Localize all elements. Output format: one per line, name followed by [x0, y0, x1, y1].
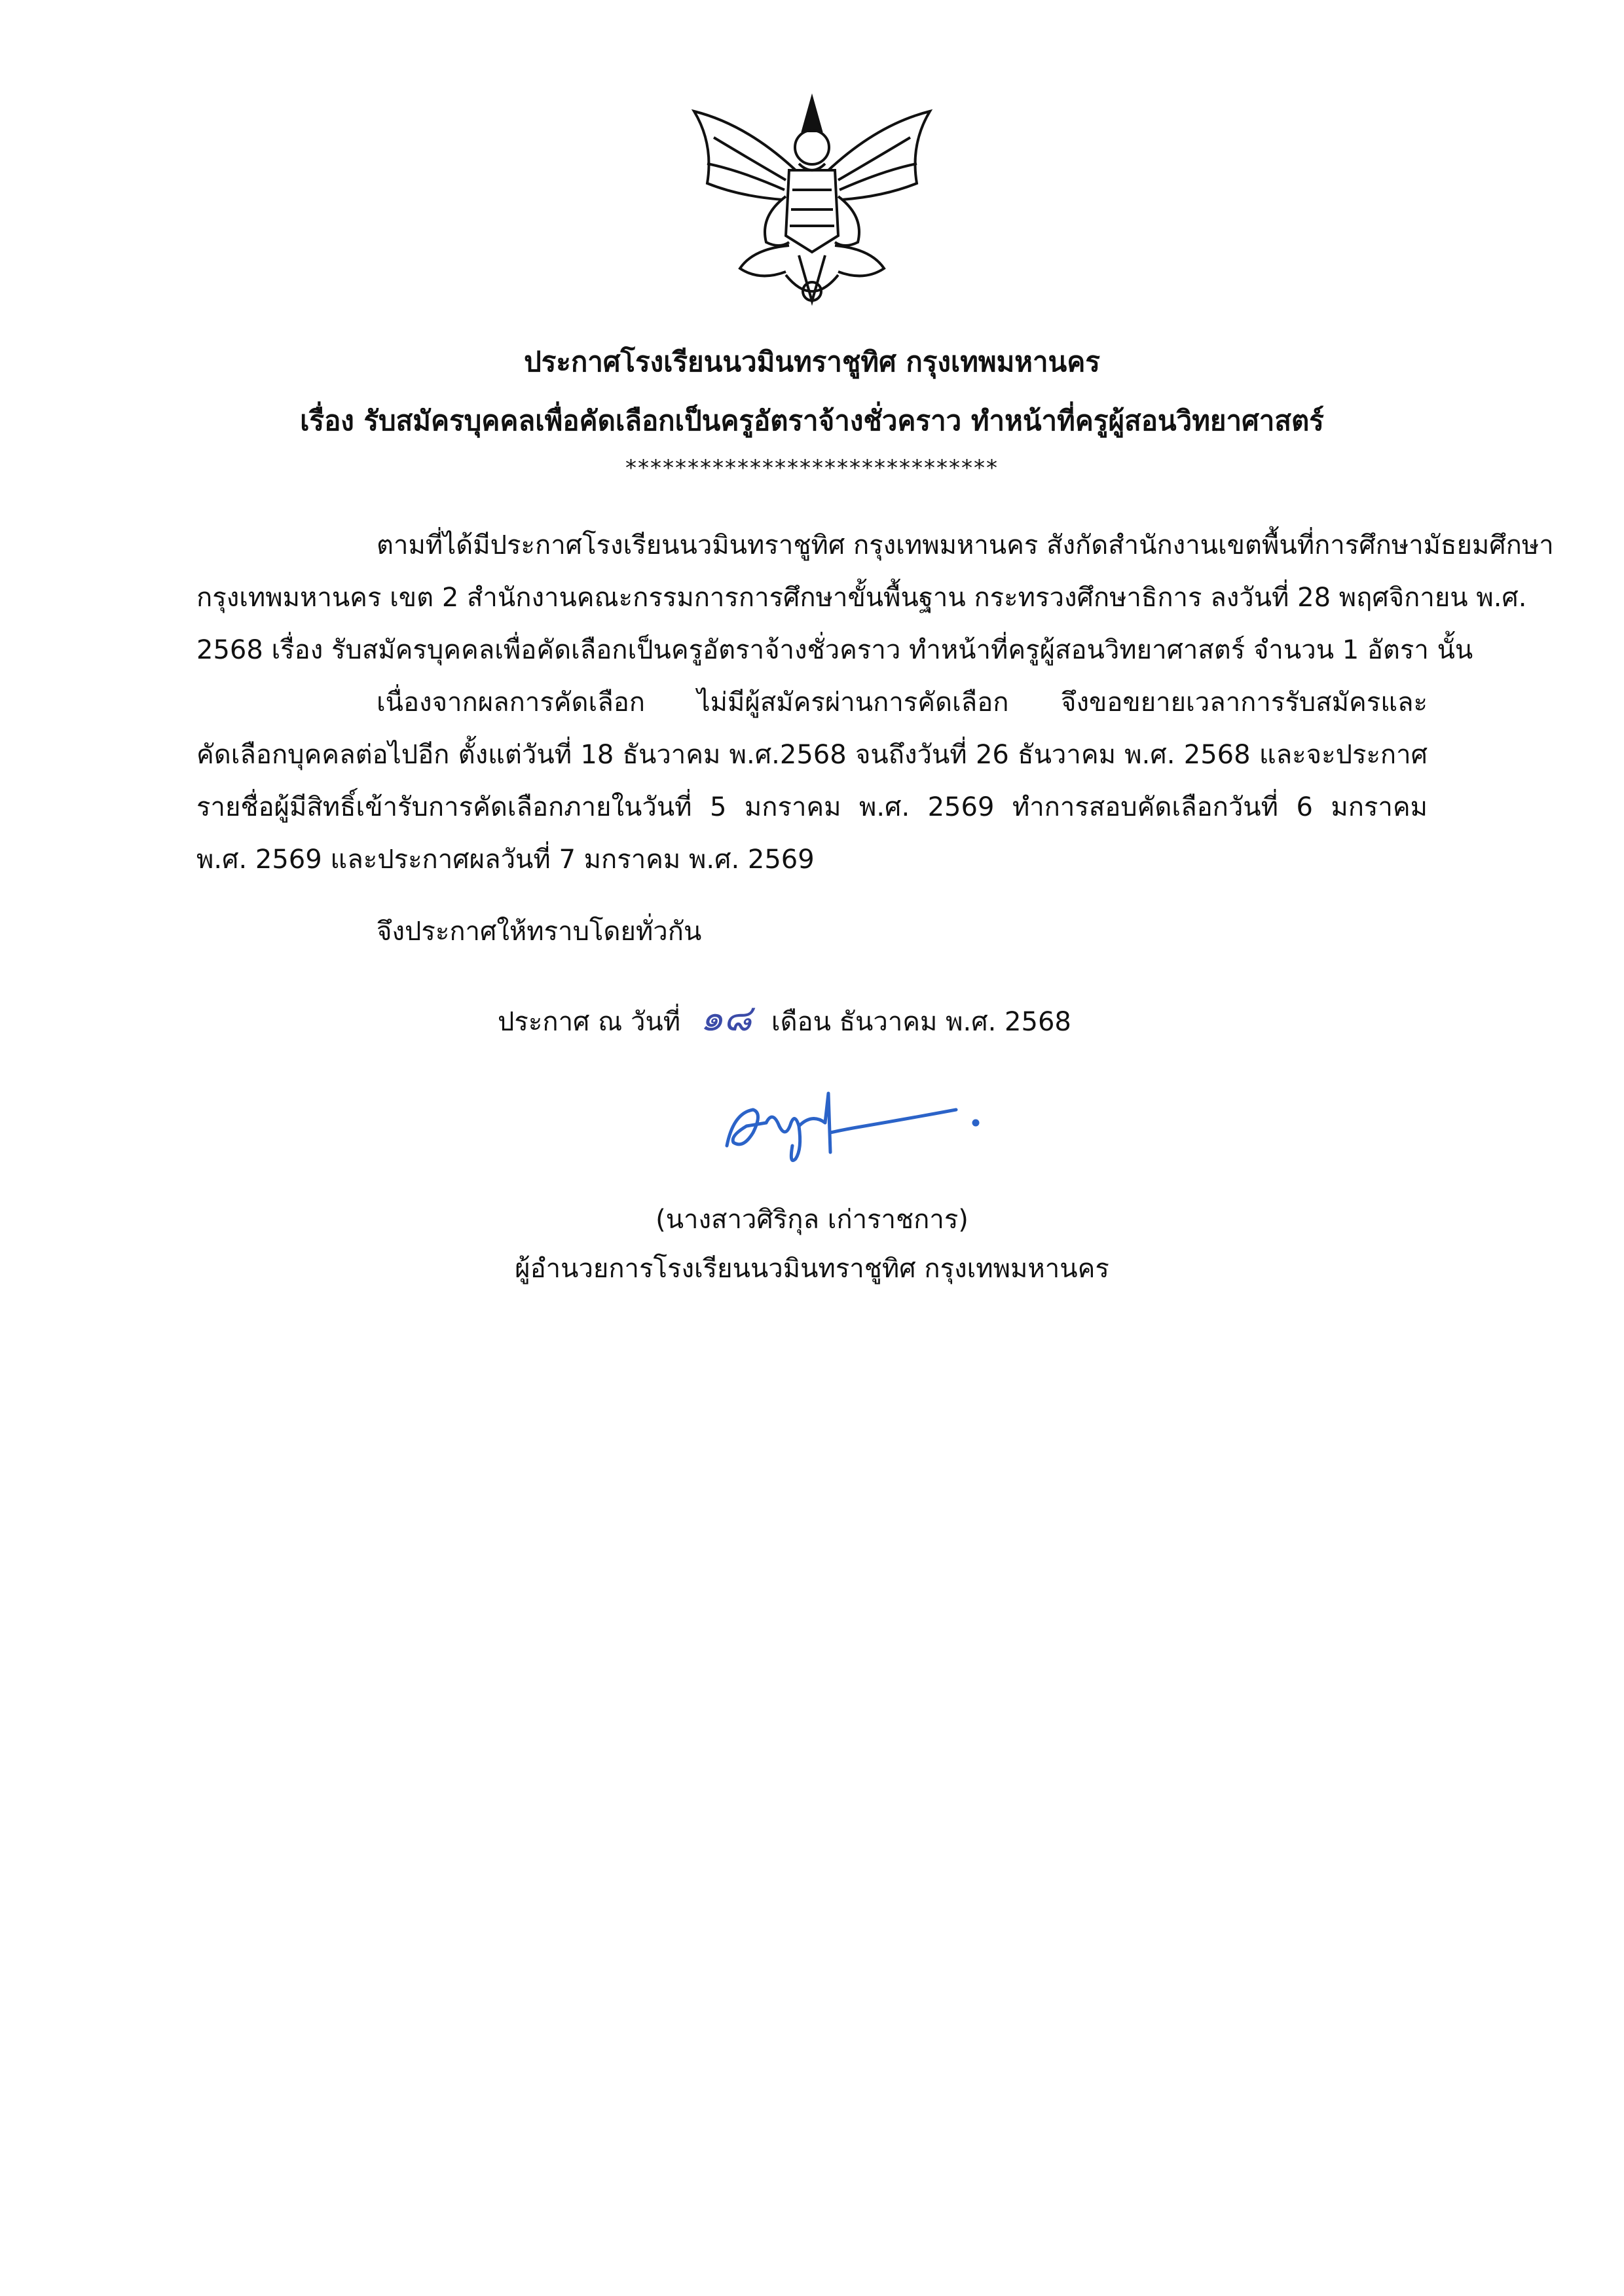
body-line: คัดเลือกบุคคลต่อไปอีก ตั้งแต่วันที่ 18 ธันวาคม พ.ศ.2568 จนถึงวันที่ 26 ธันวาคม พ.ศ. 2568 และจะประกาศ [196, 740, 1428, 770]
body-line: ตามที่ได้มีประกาศโรงเรียนนวมินทราชูทิศ กรุงเทพมหานคร สังกัดสำนักงานเขตพื้นที่การศึกษามัธยมศึกษา [377, 530, 1554, 560]
body-line: กรุงเทพมหานคร เขต 2 สำนักงานคณะกรรมการการศึกษาขั้นพื้นฐาน กระทรวงศึกษาธิการ ลงวันที่ 28 พฤศจิกายน พ.ศ. [196, 583, 1527, 613]
body-line: เนื่องจากผลการคัดเลือก ไม่มีผู้สมัครผ่านการคัดเลือก จึงขอขยายเวลาการรับสมัครและ [377, 687, 1428, 718]
title-divider: ****************************** [625, 455, 999, 481]
closing-statement: จึงประกาศให้ทราบโดยทั่วกัน [377, 917, 702, 947]
announcement-subject: เรื่อง รับสมัครบุคคลเพื่อคัดเลือกเป็นครูอัตราจ้างชั่วคราว ทำหน้าที่ครูผู้สอนวิทยาศาสตร์ [300, 405, 1324, 437]
garuda-emblem-icon [668, 85, 956, 327]
body-line: รายชื่อผู้มีสิทธิ์เข้ารับการคัดเลือกภายในวันที่ 5 มกราคม พ.ศ. 2569 ทำการสอบคัดเลือกวันที่ 6 มกราคม [196, 792, 1428, 822]
announcement-date [498, 989, 1071, 1047]
signatory-name: (นางสาวศิริกุล เก่าราชการ) [655, 1205, 969, 1235]
body-line: พ.ศ. 2569 และประกาศผลวันที่ 7 มกราคม พ.ศ. 2569 [196, 845, 815, 875]
announcement-title: ประกาศโรงเรียนนวมินทราชูทิศ กรุงเทพมหานคร [524, 346, 1100, 378]
date-prefix: ประกาศ ณ วันที่ [498, 1007, 681, 1037]
body-line: 2568 เรื่อง รับสมัครบุคคลเพื่อคัดเลือกเป็นครูอัตราจ้างชั่วคราว ทำหน้าที่ครูผู้สอนวิทยาศาสตร์ จำนวน 1 อัตรา นั้น [196, 635, 1473, 665]
signatory-position: ผู้อำนวยการโรงเรียนนวมินทราชูทิศ กรุงเทพมหานคร [515, 1254, 1109, 1284]
date-suffix: เดือน ธันวาคม พ.ศ. 2568 [771, 1007, 1071, 1037]
handwritten-day: ๑๘ [700, 997, 752, 1040]
handwritten-signature [714, 1074, 989, 1172]
